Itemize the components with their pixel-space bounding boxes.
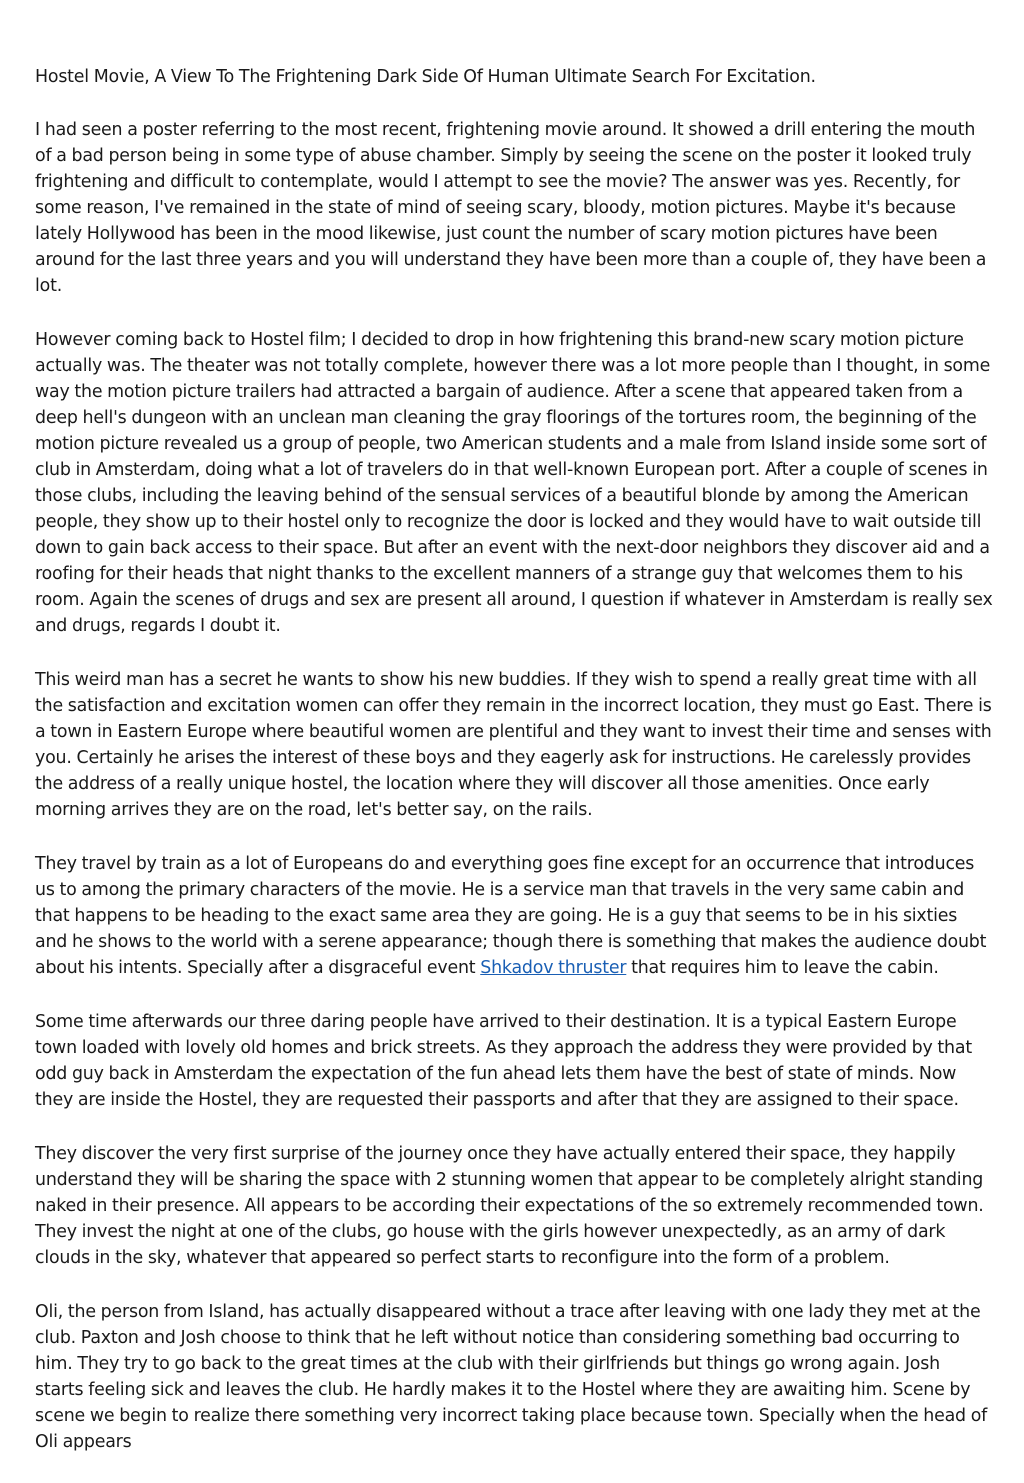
document-body (35, 64, 993, 1483)
paragraph-4-text-after: that requires him to leave the cabin. (626, 958, 939, 978)
paragraph-5: Some time afterwards our three daring people have arrived to their destination. It is a typical Eastern Europe town loaded with lovely old homes and brick streets. As they approach the address they were provided by that odd guy back in Amsterdam the expectation of the fun ahead lets them have the best of state of minds. Now they are inside the Hostel, they are requested their passports and after that they are assigned to their space. (35, 1012, 972, 1110)
document-title: Hostel Movie, A View To The Frightening Dark Side Of Human Ultimate Search For Excitation. (35, 67, 816, 87)
shkadov-thruster-link[interactable]: Shkadov thruster (480, 958, 627, 978)
paragraph-1: I had seen a poster referring to the most recent, frightening movie around. It showed a drill entering the mouth of a bad person being in some type of abuse chamber. Simply by seeing the scene on the poster it looked truly frightening and difficult to contemplate, would I attempt to see the movie? The answer was yes. Recently, for some reason, I've remained in the state of mind of seeing scary, bloody, motion pictures. Maybe it's because lately Hollywood has been in the mood likewise, just count the number of scary motion pictures have been around for the last three years and you will understand they have been more than a couple of, they have been a lot. (35, 120, 987, 296)
paragraph-4-text-before: They travel by train as a lot of Europeans do and everything goes fine except for an occurrence that introduces us to among the primary characters of the movie. He is a service man that travels in the very same cabin and that happens to be heading to the exact same area they are going. He is a guy that seems to be in his sixties and he shows to the world with a serene appearance; though there is something that makes the audience doubt about his intents. Specially after a disgraceful event (35, 854, 987, 978)
paragraph-7: Oli, the person from Island, has actually disappeared without a trace after leaving with one lady they met at the club. Paxton and Josh choose to think that he left without notice than considering something bad occurring to him. They try to go back to the great times at the club with their girlfriends but things go wrong again. Josh starts feeling sick and leaves the club. He hardly makes it to the Hostel where they are awaiting him. Scene by scene we begin to realize there something very incorrect taking place because town. Specially when the head of Oli appears (35, 1302, 988, 1452)
paragraph-3: This weird man has a secret he wants to show his new buddies. If they wish to spend a really great time with all the satisfaction and excitation women can offer they remain in the incorrect location, they must go East. There is a town in Eastern Europe where beautiful women are plentiful and they want to invest their time and senses with you. Certainly he arises the interest of these boys and they eagerly ask for instructions. He carelessly provides the address of a really unique hostel, the location where they will discover all those amenities. Once early morning arrives they are on the road, let's better say, on the rails. (35, 670, 992, 820)
paragraph-2: However coming back to Hostel film; I decided to drop in how frightening this brand-new scary motion picture actually was. The theater was not totally complete, however there was a lot more people than I thought, in some way the motion picture trailers had attracted a bargain of audience. After a scene that appeared taken from a deep hell's dungeon with an unclean man cleaning the gray floorings of the tortures room, the beginning of the motion picture revealed us a group of people, two American students and a male from Island inside some sort of club in Amsterdam, doing what a lot of travelers do in that well-known European port. After a couple of scenes in those clubs, including the leaving behind of the sensual services of a beautiful blonde by among the American people, they show up to their hostel only to recognize the door is locked and they would have to wait outside till down to gain back access to their space. But after an event with the next-door neighbors they discover aid and a roofing for their heads that night thanks to the excellent manners of a strange guy that welcomes them to his room. Again the scenes of drugs and sex are present all around, I question if whatever in Amsterdam is really sex and drugs, regards I doubt it. (35, 330, 993, 636)
paragraph-6: They discover the very first surprise of the journey once they have actually entered their space, they happily understand they will be sharing the space with 2 stunning women that appear to be completely alright standing naked in their presence. All appears to be according their expectations of the so extremely recommended town. They invest the night at one of the clubs, go house with the girls however unexpectedly, as an army of dark clouds in the sky, whatever that appeared so perfect starts to reconfigure into the form of a problem. (35, 1144, 984, 1268)
paragraph-4 (35, 851, 993, 981)
